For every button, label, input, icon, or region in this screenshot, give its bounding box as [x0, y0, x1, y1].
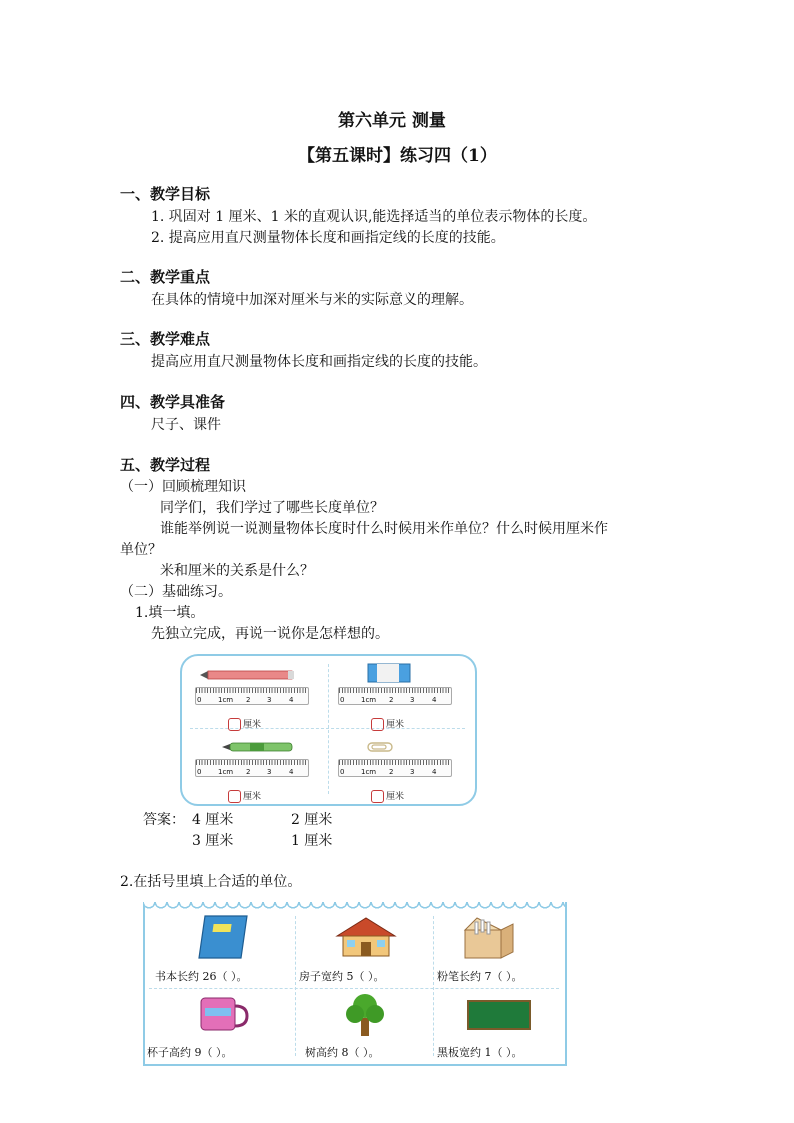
lesson-subtitle: 【第五课时】练习四（1） — [298, 146, 497, 166]
ruler: 0 1cm 2 3 4 — [338, 759, 452, 777]
difficulty-heading: 三、教学难点 — [120, 330, 211, 348]
tools-text: 尺子、课件 — [151, 417, 221, 433]
ruler-cell-pencil — [192, 662, 324, 730]
unit-cell-book: 书本长约 26（ ）。 — [145, 910, 285, 990]
unit-cell-blackboard: 黑板宽约 1（ ）。 — [433, 990, 573, 1070]
ruler-cell-eraser — [335, 662, 467, 730]
process-part2: （二）基础练习。 — [120, 584, 232, 600]
goal-item-1: 1. 巩固对 1 厘米、1 米的直观认识,能选择适当的单位表示物体的长度。 — [151, 209, 597, 225]
unit-cell-chalk: 粉笔长约 7（ ）。 — [433, 910, 573, 990]
answer-slot[interactable]: 厘米 — [371, 717, 404, 731]
process-q2a: 谁能举例说一说测量物体长度时什么时候用米作单位？什么时候用厘米作 — [160, 521, 608, 537]
process-part1: （一）回顾梳理知识 — [120, 479, 246, 495]
process-heading: 五、教学过程 — [120, 456, 211, 474]
paperclip-icon — [367, 742, 393, 752]
blackboard-icon — [467, 1000, 531, 1030]
process-q3: 米和厘米的关系是什么？ — [160, 563, 314, 579]
answer-3: 3 厘米 — [192, 833, 234, 849]
ruler-cell-paperclip — [335, 734, 467, 802]
pencil-icon — [200, 669, 296, 681]
key-heading: 二、教学重点 — [120, 268, 211, 286]
answer-2: 2 厘米 — [291, 812, 333, 828]
answer-slot[interactable]: 厘米 — [228, 717, 261, 731]
eraser-icon — [367, 663, 411, 683]
ruler: 0 1cm 2 3 4 — [195, 759, 309, 777]
house-icon — [333, 916, 399, 958]
ruler-figure — [180, 654, 477, 806]
answer-1: 4 厘米 — [192, 812, 234, 828]
goal-item-2: 2. 提高应用直尺测量物体长度和画指定线的长度的技能。 — [151, 230, 505, 246]
scalloped-edge — [143, 902, 565, 914]
unit-cell-cup: 杯子高约 9（ ）。 — [145, 990, 285, 1070]
answer-slot[interactable]: 厘米 — [371, 789, 404, 803]
ruler: 0 1cm 2 3 4 — [338, 687, 452, 705]
unit-cell-house: 房子宽约 5（ ）。 — [295, 910, 435, 990]
goal-heading: 一、教学目标 — [120, 185, 211, 203]
unit-figure — [143, 902, 567, 1066]
process-q1: 同学们，我们学过了哪些长度单位？ — [160, 500, 384, 516]
tools-heading: 四、教学具准备 — [120, 393, 226, 411]
answer-slot[interactable]: 厘米 — [228, 789, 261, 803]
ruler-cell-pen — [192, 734, 324, 802]
unit-cell-tree: 树高约 8（ ）。 — [295, 990, 435, 1070]
tree-icon — [343, 992, 387, 1038]
book-icon — [197, 914, 249, 960]
key-text: 在具体的情境中加深对厘米与米的实际意义的理解。 — [151, 292, 473, 308]
page-title: 第六单元 测量 — [338, 111, 446, 131]
pen-icon — [222, 741, 296, 753]
answer-label: 答案： — [143, 812, 185, 828]
cup-icon — [197, 994, 249, 1034]
exercise-1-title: 1.填一填。 — [135, 605, 205, 621]
process-q2b: 单位？ — [120, 542, 162, 558]
answer-4: 1 厘米 — [291, 833, 333, 849]
ruler: 0 1cm 2 3 4 — [195, 687, 309, 705]
chalk-box-icon — [461, 914, 517, 960]
exercise-1-desc: 先独立完成，再说一说你是怎样想的。 — [151, 626, 389, 642]
exercise-2-title: 2.在括号里填上合适的单位。 — [120, 874, 302, 890]
difficulty-text: 提高应用直尺测量物体长度和画指定线的长度的技能。 — [151, 354, 487, 370]
